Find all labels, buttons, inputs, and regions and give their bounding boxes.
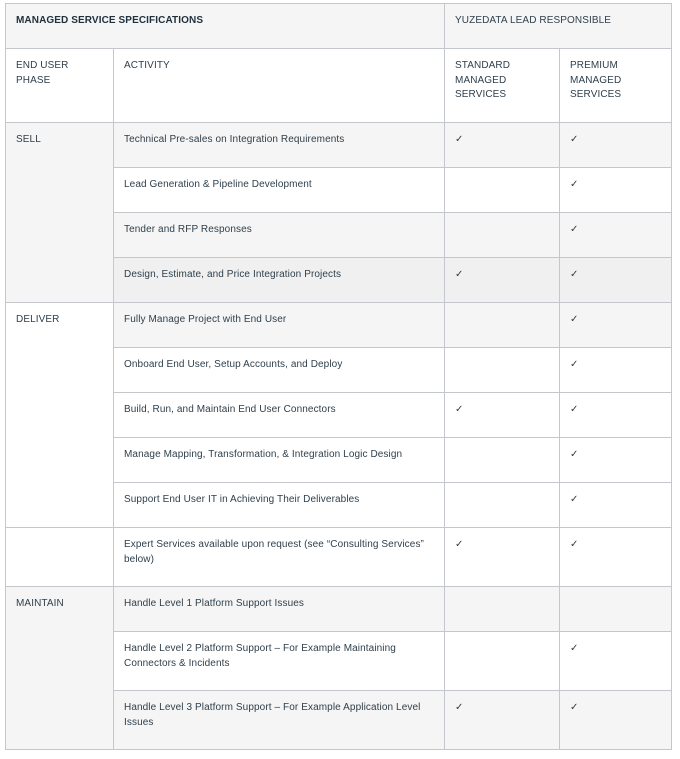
phase-empty <box>6 528 114 587</box>
standard-check: ✓ <box>445 691 560 750</box>
phase-maintain: MAINTAIN <box>6 587 114 750</box>
col-header-premium-line3: SERVICES <box>570 89 622 100</box>
activity-line1: Expert Services available upon request (see “Consulting Services” <box>124 539 424 550</box>
activity-cell: Build, Run, and Maintain End User Connectors <box>114 393 445 438</box>
activity-line2: Issues <box>124 716 154 728</box>
premium-check: ✓ <box>560 348 672 393</box>
standard-check: ✓ <box>445 258 560 303</box>
activity-cell: Tender and RFP Responses <box>114 213 445 258</box>
standard-check: ✓ <box>445 393 560 438</box>
activity-cell <box>114 691 445 750</box>
activity-line1: Handle Level 3 Platform Support – For Example Application Level <box>124 702 421 713</box>
standard-check <box>445 348 560 393</box>
col-header-phase: END USER PHASE <box>6 49 114 123</box>
premium-check: ✓ <box>560 691 672 750</box>
activity-cell: Handle Level 1 Platform Support Issues <box>114 587 445 632</box>
standard-check <box>445 483 560 528</box>
premium-check: ✓ <box>560 168 672 213</box>
premium-check: ✓ <box>560 393 672 438</box>
standard-check <box>445 168 560 213</box>
standard-check <box>445 587 560 632</box>
activity-cell <box>114 528 445 587</box>
standard-check <box>445 303 560 348</box>
table-title-row <box>6 4 672 49</box>
activity-cell: Support End User IT in Achieving Their Deliverables <box>114 483 445 528</box>
premium-check: ✓ <box>560 438 672 483</box>
table-row <box>6 123 672 168</box>
col-header-premium-line2: MANAGED <box>570 74 622 86</box>
activity-cell: Design, Estimate, and Price Integration Projects <box>114 258 445 303</box>
activity-line2: Connectors & Incidents <box>124 657 230 669</box>
col-header-standard-line3: SERVICES <box>455 89 507 100</box>
premium-check: ✓ <box>560 528 672 587</box>
activity-cell <box>114 632 445 691</box>
activity-cell: Onboard End User, Setup Accounts, and Deploy <box>114 348 445 393</box>
premium-check: ✓ <box>560 632 672 691</box>
phase-deliver: DELIVER <box>6 303 114 528</box>
table-row <box>6 528 672 587</box>
premium-check: ✓ <box>560 123 672 168</box>
activity-cell: Lead Generation & Pipeline Development <box>114 168 445 213</box>
premium-check: ✓ <box>560 213 672 258</box>
activity-cell: Manage Mapping, Transformation, & Integration Logic Design <box>114 438 445 483</box>
activity-cell: Technical Pre-sales on Integration Requirements <box>114 123 445 168</box>
col-header-activity: ACTIVITY <box>114 49 445 123</box>
responsible-header: YUZEDATA LEAD RESPONSIBLE <box>445 4 672 49</box>
premium-check <box>560 587 672 632</box>
premium-check: ✓ <box>560 303 672 348</box>
activity-cell: Fully Manage Project with End User <box>114 303 445 348</box>
standard-check: ✓ <box>445 123 560 168</box>
col-header-standard-line2: MANAGED <box>455 74 507 86</box>
col-header-standard <box>445 49 560 123</box>
col-header-premium-line1: PREMIUM <box>570 60 618 71</box>
activity-line2: below) <box>124 553 155 565</box>
activity-line1: Handle Level 2 Platform Support – For Example Maintaining <box>124 643 396 654</box>
col-header-standard-line1: STANDARD <box>455 60 511 71</box>
standard-check: ✓ <box>445 528 560 587</box>
table-title: MANAGED SERVICE SPECIFICATIONS <box>6 4 445 49</box>
table-row <box>6 587 672 632</box>
standard-check <box>445 213 560 258</box>
table-row <box>6 303 672 348</box>
col-header-premium <box>560 49 672 123</box>
premium-check: ✓ <box>560 258 672 303</box>
premium-check: ✓ <box>560 483 672 528</box>
managed-service-specifications-table <box>5 3 672 750</box>
phase-sell: SELL <box>6 123 114 303</box>
standard-check <box>445 438 560 483</box>
column-header-row <box>6 49 672 123</box>
standard-check <box>445 632 560 691</box>
